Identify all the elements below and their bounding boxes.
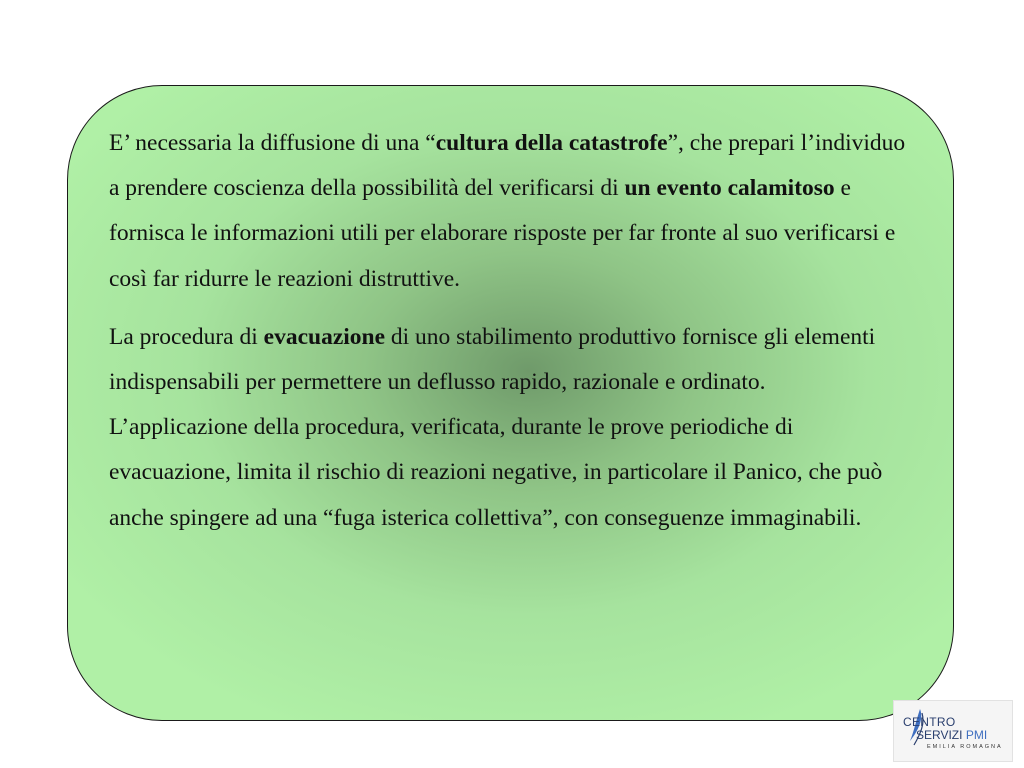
logo-text-region: EMILIA ROMAGNA bbox=[927, 744, 1003, 750]
centro-servizi-logo bbox=[893, 700, 1013, 762]
paragraph1-text-3: e fornisca le informazioni utili per elaborare risposte per far fronte al suo verificarsi e così far ridurre le reazioni distruttive. bbox=[109, 175, 896, 292]
logo-text-centro: CENTRO bbox=[903, 715, 956, 729]
paragraph-culture bbox=[109, 121, 909, 302]
paragraph1-bold-culture: cultura della catastrofe bbox=[435, 130, 668, 156]
paragraph2-text-2: di uno stabilimento produttivo fornisce gli elementi indispensabili per permettere un deflusso rapido, razionale e ordinato. L’applicazione della procedura, verificata, durante le prove periodiche di evacuazione, limita il rischio di reazioni negative, in particolare il Panico, che può anche spingere ad una “fuga isterica collettiva”, con conseguenze immaginabili. bbox=[109, 323, 883, 531]
paragraph1-text-2: ”, che prepari l’individuo a prendere coscienza della possibilità del verificarsi di bbox=[109, 130, 906, 202]
paragraph2-text-1: La procedura di bbox=[109, 323, 264, 350]
paragraph-evacuation bbox=[109, 315, 909, 541]
logo-text-pmi: PMI bbox=[965, 728, 988, 742]
paragraph1-bold-event: un evento calamitoso bbox=[624, 175, 835, 202]
paragraph1-text-1: E’ necessaria la diffusione di una “ bbox=[109, 130, 436, 156]
logo-text-servizi bbox=[916, 728, 987, 742]
logo-text-servizi-word: SERVIZI bbox=[916, 728, 963, 742]
paragraph2-bold-evacuation: evacuazione bbox=[263, 323, 386, 350]
slide-text bbox=[109, 121, 909, 541]
